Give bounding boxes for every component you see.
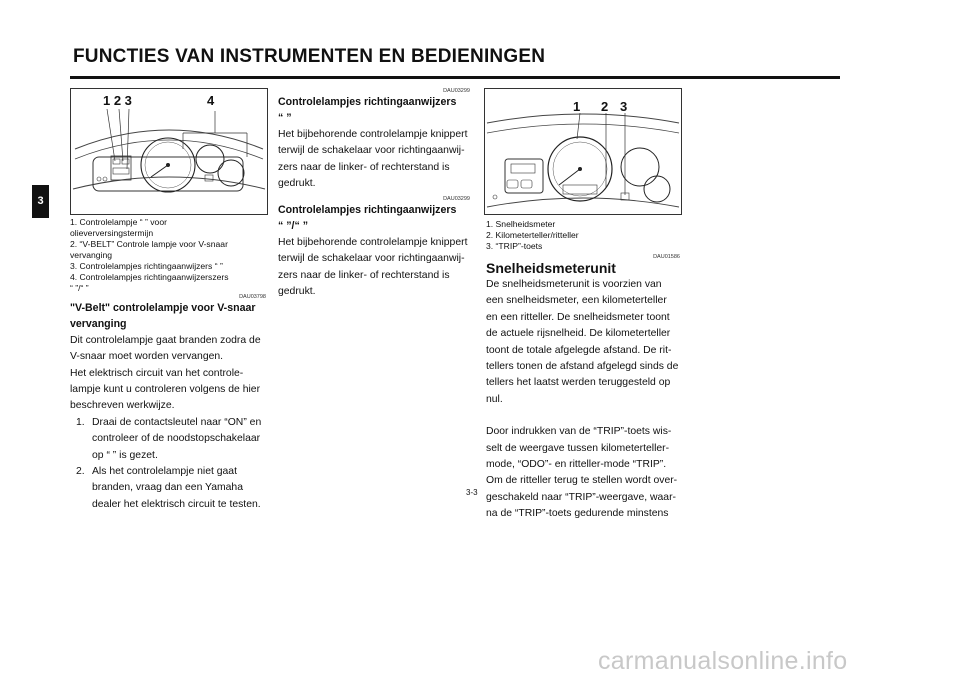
caption-line: 4. Controlelampjes richtingaanwijzerszers <box>70 272 229 282</box>
caption-line: 2. Kilometerteller/ritteller <box>486 230 579 240</box>
turn-signal-section-1 <box>278 88 470 192</box>
figure-callout-2: 2 <box>601 99 609 114</box>
figure-instrument-panel-warning-lights <box>70 88 268 215</box>
text-line: selt de weergave tussen kilometerteller- <box>486 442 670 454</box>
text-line: een snelheidsmeter, een kilometerteller <box>486 295 667 307</box>
figure-caption-list <box>486 219 682 252</box>
text-line: branden, vraag dan een Yamaha <box>92 482 243 494</box>
caption-line: 2. “V-BELT” Controle lampje voor V-snaar <box>70 239 228 249</box>
text-line: na de “TRIP”-toets gedurende minstens <box>486 508 669 520</box>
text-line: geschakeld naar “TRIP”-weergave, waar- <box>486 491 676 503</box>
page-number: 3-3 <box>466 488 478 497</box>
body-paragraph <box>70 333 266 415</box>
step-text <box>92 415 266 464</box>
step-item <box>76 464 266 513</box>
heading-line: vervanging <box>70 318 127 331</box>
text-line: Om de ritteller terug te stellen wordt over- <box>486 475 678 487</box>
text-line: Het bijbehorende controlelampje knippert <box>278 128 468 140</box>
heading-line: "V-Belt" controlelampje voor V-snaar <box>70 302 256 314</box>
caption-line: 3. Controlelampjes richtingaanwijzers “ ” <box>70 261 223 271</box>
text-line: dealer het elektrisch circuit te testen. <box>92 498 261 510</box>
text-line: en een ritteller. De snelheidsmeter toont <box>486 311 670 323</box>
text-line: Het elektrisch circuit van het controle- <box>70 367 244 379</box>
step-number: 2. <box>76 466 85 478</box>
figure-callout-1: 1 <box>573 99 581 114</box>
text-line: op “ ” is gezet. <box>92 449 158 461</box>
caption-line: olieverversingstermijn <box>70 228 154 238</box>
text-line: De snelheidsmeterunit is voorzien van <box>486 279 662 290</box>
reference-code: DAU01586 <box>653 254 680 260</box>
text-line: Als het controlelampje niet gaat <box>92 466 237 478</box>
turn-signal-section-2 <box>278 196 470 300</box>
section-heading: Snelheidsmeterunit <box>486 260 616 276</box>
text-line: Dit controlelampje gaat branden zodra de <box>70 334 261 346</box>
instrument-panel-illustration <box>71 89 267 214</box>
speedometer-illustration <box>485 89 681 214</box>
text-line: beschreven werkwijze. <box>70 400 175 412</box>
text-line: terwijl de schakelaar voor richtingaanwij- <box>278 253 465 265</box>
turn-signal-symbol-line: “ ”/“ ” <box>278 220 309 233</box>
turn-signal-symbol-line: “ ” <box>278 112 292 125</box>
v-belt-section <box>70 300 266 513</box>
body-paragraph <box>486 277 680 408</box>
text-line: lampje kunt u controleren volgens de hier <box>70 384 261 396</box>
step-number: 1. <box>76 416 85 428</box>
section-heading: Controlelampjes richtingaanwijzers <box>278 204 457 216</box>
text-line: Door indrukken van de “TRIP”-toets wis- <box>486 426 672 438</box>
text-line: mode, “ODO”- en ritteller-mode “TRIP”. <box>486 459 667 471</box>
watermark: carmanualsonline.info <box>598 647 848 675</box>
section-heading <box>70 300 266 333</box>
figure-callout-1-2-3: 1 2 3 <box>103 93 132 108</box>
text-line: gedrukt. <box>278 178 316 190</box>
title-divider <box>70 76 840 79</box>
text-line: toont de totale afgelegde afstand. De rit- <box>486 344 672 356</box>
text-line: tellers tonen de afstand afgelegd sinds de <box>486 361 679 373</box>
step-item <box>76 415 266 464</box>
reference-code: DAU03798 <box>239 294 266 300</box>
text-line: Draai de contactsleutel naar “ON” en <box>92 416 262 428</box>
caption-line: 1. Controlelampje “ ” voor <box>70 217 167 227</box>
caption-line: vervanging <box>70 250 113 260</box>
text-line: V-snaar moet worden vervangen. <box>70 351 224 363</box>
text-line: zers naar de linker- of rechterstand is <box>278 269 450 281</box>
text-line: terwijl de schakelaar voor richtingaanwij- <box>278 145 465 157</box>
reference-code: DAU03299 <box>443 88 470 94</box>
speedometer-section <box>486 259 680 523</box>
caption-line: 3. “TRIP”-toets <box>486 241 543 251</box>
chapter-tab: 3 <box>32 185 49 218</box>
section-heading: Controlelampjes richtingaanwijzers <box>278 96 457 108</box>
figure-caption-list <box>70 217 266 294</box>
text-line: gedrukt. <box>278 286 316 298</box>
body-paragraph <box>278 235 470 301</box>
reference-code: DAU03299 <box>443 196 470 202</box>
body-paragraph <box>486 424 680 522</box>
figure-callout-4: 4 <box>207 93 215 108</box>
step-text <box>92 464 266 513</box>
text-line: tellers het laatst werden teruggesteld op <box>486 377 671 389</box>
figure-callout-3: 3 <box>620 99 628 114</box>
figure-speedometer-unit <box>484 88 682 215</box>
caption-line: “ ”/“ ” <box>70 283 89 293</box>
page-title: FUNCTIES VAN INSTRUMENTEN EN BEDIENINGEN <box>73 46 546 67</box>
text-line: controleer of de noodstopschakelaar <box>92 433 261 445</box>
caption-line: 1. Snelheidsmeter <box>486 219 556 229</box>
text-line: nul. <box>486 393 503 405</box>
text-line: Het bijbehorende controlelampje knippert <box>278 236 468 248</box>
text-line: de actuele rijsnelheid. De kilometerteller <box>486 328 671 340</box>
text-line: zers naar de linker- of rechterstand is <box>278 161 450 173</box>
body-paragraph <box>278 127 470 193</box>
